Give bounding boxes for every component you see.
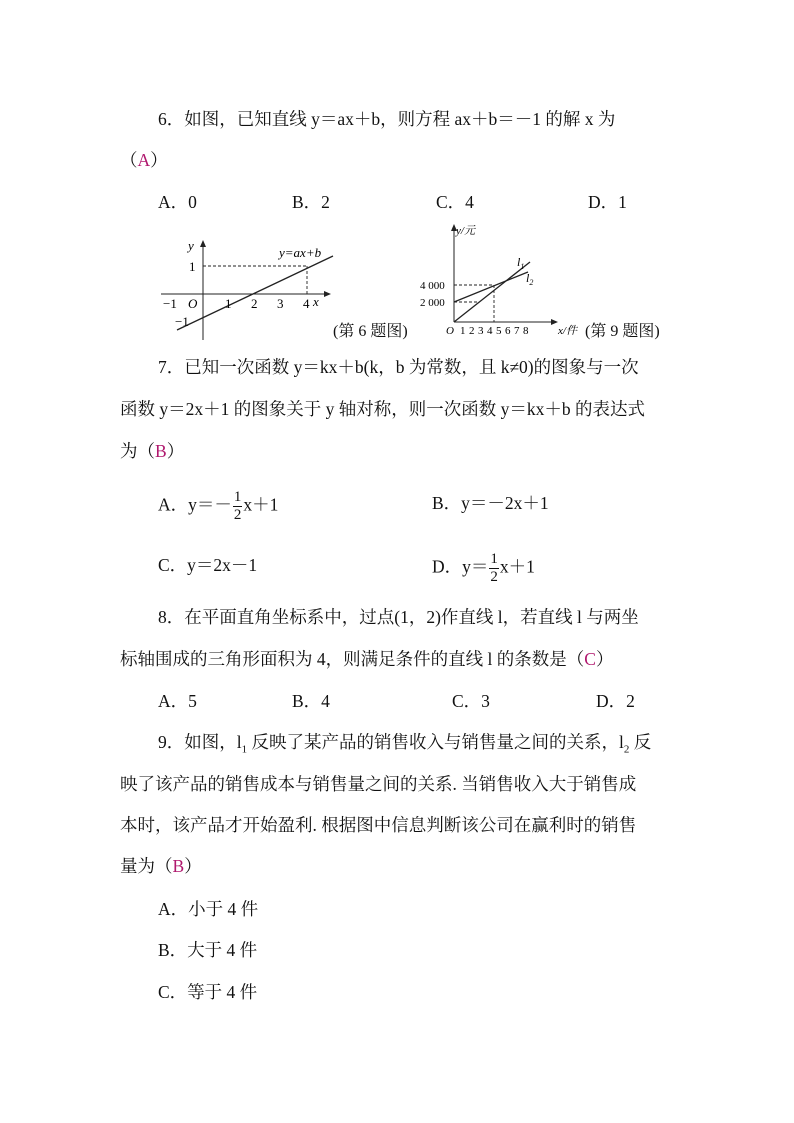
q9-y-label: y/元 bbox=[456, 225, 475, 237]
q6-tick-3: 3 bbox=[277, 296, 284, 311]
q8-answer: C bbox=[584, 649, 596, 669]
q9-l2-sub: 2 bbox=[529, 278, 534, 287]
q7-option-c: C．y＝2x－1 bbox=[158, 555, 258, 575]
q9-answer-post: ） bbox=[184, 856, 202, 876]
q7-optA-post: x＋1 bbox=[243, 494, 279, 515]
q6-tick-2: 2 bbox=[251, 296, 258, 311]
q9-l2-letter: l bbox=[526, 271, 530, 285]
q6-ytick-neg1: −1 bbox=[175, 314, 189, 329]
q7-option-b: B．y＝－2x＋1 bbox=[432, 493, 549, 513]
q9-x-label: x/件 bbox=[558, 325, 577, 337]
q9-ytick-4000: 4 000 bbox=[420, 280, 445, 292]
q9-line3: 本时，该产品才开始盈利. 根据图中信息判断该公司在赢利时的销售 bbox=[120, 815, 637, 835]
q7-optD-fraction bbox=[489, 551, 499, 586]
q9-xtick-6: 6 bbox=[505, 325, 511, 337]
q9-xtick-8: 8 bbox=[523, 325, 529, 337]
q9-line1-sub1: 1 bbox=[241, 743, 248, 756]
q6-answer-close: ） bbox=[150, 150, 168, 170]
q9-xtick-origin: O bbox=[446, 325, 454, 337]
q9-option-a: A．小于 4 件 bbox=[158, 899, 259, 919]
q9-figure bbox=[418, 220, 588, 342]
q7-answer: B bbox=[155, 441, 167, 461]
q9-l2-line bbox=[454, 272, 528, 302]
q7-optD-num: 1 bbox=[490, 551, 498, 567]
q6-line bbox=[177, 256, 333, 330]
q6-line-label: y=ax+b bbox=[279, 245, 322, 260]
q9-line1 bbox=[158, 730, 651, 762]
q6-answer-open: （ bbox=[120, 150, 138, 170]
q8-line2 bbox=[120, 647, 613, 671]
q6-answer-line bbox=[120, 148, 168, 172]
q9-x-arrow bbox=[551, 319, 558, 325]
q9-xtick-1: 1 bbox=[460, 325, 466, 337]
q8-option-a: A．5 bbox=[158, 691, 197, 711]
q9-answer-line bbox=[120, 854, 202, 878]
q9-answer: B bbox=[172, 856, 185, 876]
q6-figure-caption: (第 6 题图) bbox=[333, 323, 408, 340]
q6-figure bbox=[155, 232, 345, 344]
q9-figure-caption: (第 9 题图) bbox=[585, 323, 660, 340]
q7-optA-fraction bbox=[233, 489, 243, 524]
q9-xtick-7: 7 bbox=[514, 325, 520, 337]
q6-stem-line1: 6．如图，已知直线 y＝ax＋b，则方程 ax＋b＝－1 的解 x 为 bbox=[158, 109, 616, 129]
q9-option-b: B．大于 4 件 bbox=[158, 940, 258, 960]
q8-line1: 8．在平面直角坐标系中，过点(1，2)作直线 l，若直线 l 与两坐 bbox=[158, 607, 639, 627]
q6-tick-origin: O bbox=[188, 296, 198, 311]
q9-line1-b: 反映了某产品的销售收入与销售量之间的关系，l bbox=[247, 732, 624, 752]
q7-line2: 函数 y＝2x＋1 的图象关于 y 轴对称，则一次函数 y＝kx＋b 的表达式 bbox=[120, 399, 645, 419]
q6-answer: A bbox=[137, 150, 151, 170]
q6-option-a: A．0 bbox=[158, 192, 197, 212]
q7-optA-den: 2 bbox=[233, 507, 242, 523]
q8-option-b: B．4 bbox=[292, 691, 330, 711]
q9-l1-line bbox=[454, 262, 530, 322]
q6-option-b: B．2 bbox=[292, 192, 330, 212]
q9-l1-sub: 1 bbox=[520, 262, 525, 271]
q6-tick-1: 1 bbox=[225, 296, 232, 311]
q9-l1-label bbox=[517, 255, 524, 271]
q7-answer-pre: 为（ bbox=[120, 441, 155, 461]
q7-option-d bbox=[432, 551, 535, 586]
q6-x-label: x bbox=[313, 294, 319, 309]
q9-l1-letter: l bbox=[517, 255, 521, 269]
q7-line1: 7．已知一次函数 y＝kx＋b(k，b 为常数，且 k≠0)的图象与一次 bbox=[158, 357, 639, 377]
q9-answer-pre: 量为（ bbox=[120, 856, 173, 876]
q6-option-c: C．4 bbox=[436, 192, 474, 212]
q9-line1-sub2: 2 bbox=[623, 743, 630, 756]
q9-ytick-2000: 2 000 bbox=[420, 297, 445, 309]
q6-ytick-1: 1 bbox=[189, 259, 196, 274]
q6-x-arrow bbox=[324, 291, 331, 297]
q7-optA-pre: A．y＝－ bbox=[158, 494, 232, 515]
q8-line2-pre: 标轴围成的三角形面积为 4，则满足条件的直线 l 的条数是（ bbox=[120, 649, 585, 669]
q8-line2-post: ） bbox=[595, 649, 614, 669]
q7-option-a bbox=[158, 489, 278, 524]
q6-y-label: y bbox=[188, 238, 194, 253]
q9-xtick-5: 5 bbox=[496, 325, 502, 337]
q6-tick-4: 4 bbox=[303, 296, 310, 311]
q7-optA-num: 1 bbox=[233, 489, 242, 505]
q9-line1-c: 反 bbox=[629, 732, 652, 752]
q7-answer-line bbox=[120, 439, 184, 463]
q9-xtick-3: 3 bbox=[478, 325, 484, 337]
q6-y-arrow bbox=[200, 240, 206, 247]
q7-optD-post: x＋1 bbox=[499, 556, 535, 577]
q8-option-d: D．2 bbox=[596, 691, 635, 711]
q9-xtick-4: 4 bbox=[487, 325, 493, 337]
q9-l2-label bbox=[526, 271, 533, 287]
q8-option-c: C．3 bbox=[452, 691, 490, 711]
q7-optD-den: 2 bbox=[490, 569, 498, 585]
q7-optD-pre: D．y＝ bbox=[432, 556, 489, 577]
q9-line2: 映了该产品的销售成本与销售量之间的关系. 当销售收入大于销售成 bbox=[120, 774, 637, 794]
q9-line1-a: 9．如图，l bbox=[158, 732, 242, 752]
q9-option-c: C．等于 4 件 bbox=[158, 982, 258, 1002]
q9-xtick-2: 2 bbox=[469, 325, 475, 337]
q6-tick-neg1: −1 bbox=[163, 296, 177, 311]
q7-answer-post: ） bbox=[166, 441, 185, 461]
q6-option-d: D．1 bbox=[588, 192, 627, 212]
